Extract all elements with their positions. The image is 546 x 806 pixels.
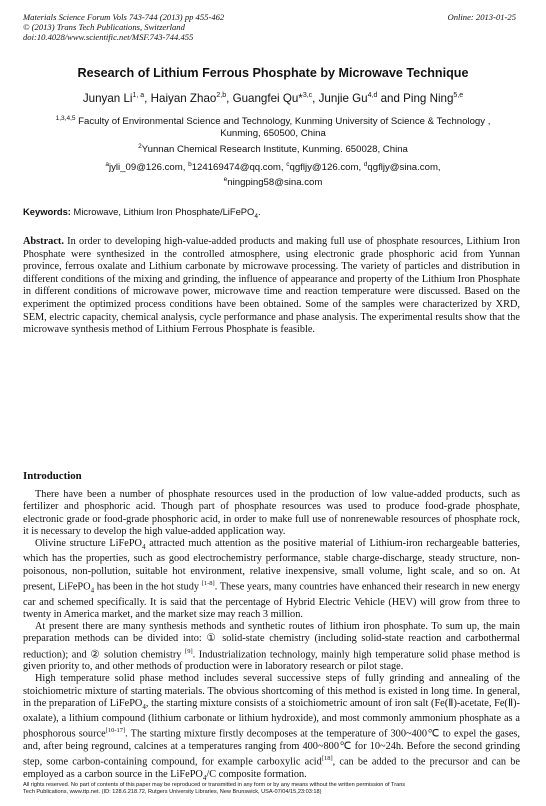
citation-ref[interactable]: [9] — [185, 647, 193, 655]
affiliation-mark: 1,3,4,5 — [55, 115, 76, 122]
author-name: Junyan Li — [82, 92, 133, 105]
author-name: Junjie Gu — [318, 92, 368, 105]
emails-line-1 — [40, 159, 506, 174]
author-affil-mark: 2,b — [216, 92, 227, 100]
footer-line-2: Tech Publications, www.ttp.net. (ID: 128.6.218.72, Rutgers University Libraries, New Brunswick, USA-07/04/15,23:03:18) — [23, 789, 322, 795]
author-separator: , — [226, 92, 233, 105]
affiliation-1 — [40, 113, 506, 139]
subscript: 4 — [141, 543, 146, 552]
author-affil-mark: 5,e — [453, 92, 464, 100]
email-mark: d — [363, 161, 368, 168]
abstract-text: In order to developing high-value-added products and making full use of phosphate resources, Lithium Iron Phosphate were synthesized in the controlled atmosphere, using electronic grade phosphoric acid from Yunnan province, ferrous oxalate and Lithium carbonate by microwave processing. The variety of particles and distribution in different conditions of the mixing and grinding, the influence of appearance and property of the Lithium Iron Phosphate in different conditions of microwave power, microwave time and reaction temperature were discussed. Based on the experiment the optimized process conditions have been obtained. Some of the samples were characterized by XRD, SEM, electric capacity, chemical analysis, cycle performance and phase analysis. The experimental results show that the microwave synthesis method of Lithium Ferrous Phosphate is feasible. — [23, 236, 520, 336]
subscript: 4 — [90, 586, 95, 595]
paragraph-text: /C composite formation. — [206, 769, 307, 781]
author-separator: and — [377, 92, 404, 105]
subscript: 4 — [202, 774, 207, 783]
paragraph — [23, 621, 520, 673]
paragraph-text: . These years, many countries have enhanced their research in new energy car and schemed specifically. It is said that the percentage of Hybrid Electric Vehicle (HEV) will grow from three to twenty in America market, and the market size may reach 3 million. — [23, 581, 520, 620]
paragraph — [23, 673, 520, 784]
email-mark: c — [286, 161, 290, 168]
author-affil-mark: 4,d — [367, 92, 378, 100]
author-emails — [40, 159, 506, 189]
journal-citation: Materials Science Forum Vols 743-744 (2013) pp 455-462 — [23, 12, 225, 22]
paragraph-text: , can be added to the precursor and can be employed as a carbon source in the LiFePO — [23, 756, 520, 781]
keywords-subscript: 4 — [254, 212, 258, 220]
keywords — [23, 206, 261, 220]
author-list — [0, 92, 546, 105]
paragraph-text: . Industrialization technology, mainly high temperature solid phase method is given priority to, and other methods of production were in laboratory research or pilot stage. — [23, 648, 520, 673]
author-affil-mark: 1, a — [132, 92, 145, 100]
affiliation-text: Faculty of Environmental Science and Technology, Kunming University of Science & Technology , Kunming, 650500, China — [75, 116, 491, 139]
paragraph-text: There have been a number of phosphate resources used in the production of low value-added products, such as fertilizer and phosphoric acid. Though part of phosphate resources was used to produce food-grade phosphate, electronic grade or food-grade phosphoric acid, in order to make full use of nonrenewable resources of phosphate rock, it is necessary to develop the high value-added application way. — [23, 489, 520, 537]
email-address[interactable]: ningping58@sina.com — [227, 176, 323, 188]
keywords-label: Keywords: — [23, 206, 71, 217]
emails-line-2 — [40, 174, 506, 189]
abstract-label: Abstract. — [23, 236, 64, 247]
citation-ref[interactable]: [10-17] — [105, 727, 126, 735]
affiliation-2 — [40, 141, 506, 156]
abstract — [23, 236, 520, 337]
paragraph-text: At present there are many synthesis methods and synthetic routes of lithium iron phosphate. To sum up, the main preparation methods can be divided into: ① solid-state chemistry (including solid-state reaction and carbothermal reduction); and ② solution chemistry — [23, 621, 520, 660]
citation-ref[interactable]: [1-8] — [201, 579, 215, 587]
paragraph-text: has been in the hot study — [94, 581, 202, 593]
subscript: 4 — [142, 702, 146, 711]
author-name: Ping Ning — [403, 92, 454, 105]
paragraph-text: Olivine structure LiFePO — [35, 538, 142, 549]
email-mark: a — [105, 161, 109, 168]
copyright-notice: © (2013) Trans Tech Publications, Switzerland — [23, 22, 185, 32]
rights-footer — [23, 782, 523, 796]
paper-title: Research of Lithium Ferrous Phosphate by Microwave Technique — [77, 66, 469, 80]
paragraph-text: attracted much attention as the positive material of Lithium-iron rechargeable batteries, which has the properties, such as good electrochemistry performance, stable charge-discharge, steady structure, non-poisonous, non-pollution, suitable hot environment, relative inexpensive, small volume, light scale, and so on. At present, LiFePO — [23, 538, 520, 593]
email-address[interactable]: jyli_09@126.com, — [109, 162, 189, 174]
email-address[interactable]: qgfljy@sina.com, — [367, 162, 441, 174]
introduction-body — [23, 489, 520, 784]
paragraph-text: . The starting mixture firstly decomposes at the temperature of 300~400℃ to expel the gases, and, after being reground, calcines at a temperatures ranging from 400~800℃ for 10~24h. Before the second grinding step, some carbon-containing compound, for example carboxylic acid — [23, 728, 520, 768]
paragraph-text: , the starting mixture consists of a stoichiometric amount of iron salt (Fe(Ⅱ)-acetate, Fe(Ⅱ)-oxalate), a lithium compound (lithium carbonate or lithium hydroxide), and most commonly ammonium phosphate as a phosphorous source — [23, 697, 520, 740]
paragraph — [23, 538, 520, 621]
footer-line-1: All rights reserved. No part of contents of this paper may be reproduced or transmitted in any form or by any means without the written permission of Trans — [23, 782, 406, 788]
keywords-text: Microwave, Lithium Iron Phosphate/LiFePO — [70, 206, 255, 217]
email-address[interactable]: qgfljy@126.com, — [289, 162, 364, 174]
email-mark: b — [188, 161, 192, 168]
author-separator: , — [144, 92, 151, 105]
affiliation-mark: 2 — [138, 143, 142, 150]
author-affil-mark: 3,c — [302, 92, 313, 100]
paragraph — [23, 489, 520, 538]
email-address[interactable]: 124169474@qq.com, — [191, 162, 287, 174]
keywords-end: . — [257, 206, 261, 217]
online-date: Online: 2013-01-25 — [447, 12, 516, 22]
author-name: Guangfei Qu* — [232, 92, 303, 105]
email-mark: e — [223, 175, 228, 183]
author-name: Haiyan Zhao — [150, 92, 217, 105]
citation-ref[interactable]: [18] — [321, 755, 333, 763]
doi-link[interactable]: doi:10.4028/www.scientific.net/MSF.743-744.455 — [23, 32, 194, 42]
author-separator: , — [312, 92, 319, 105]
paragraph-text: High temperature solid phase method includes several successive steps of fully grinding and annealing of the stoichiometric mixture of starting materials. The obvious shortcoming of this method is existed in long time. In general, in the preparation of LiFePO — [23, 673, 520, 709]
affiliation-text: Yunnan Chemical Research Institute, Kunming. 650028, China — [141, 144, 408, 156]
journal-header — [23, 12, 224, 42]
section-heading-introduction: Introduction — [23, 470, 82, 482]
